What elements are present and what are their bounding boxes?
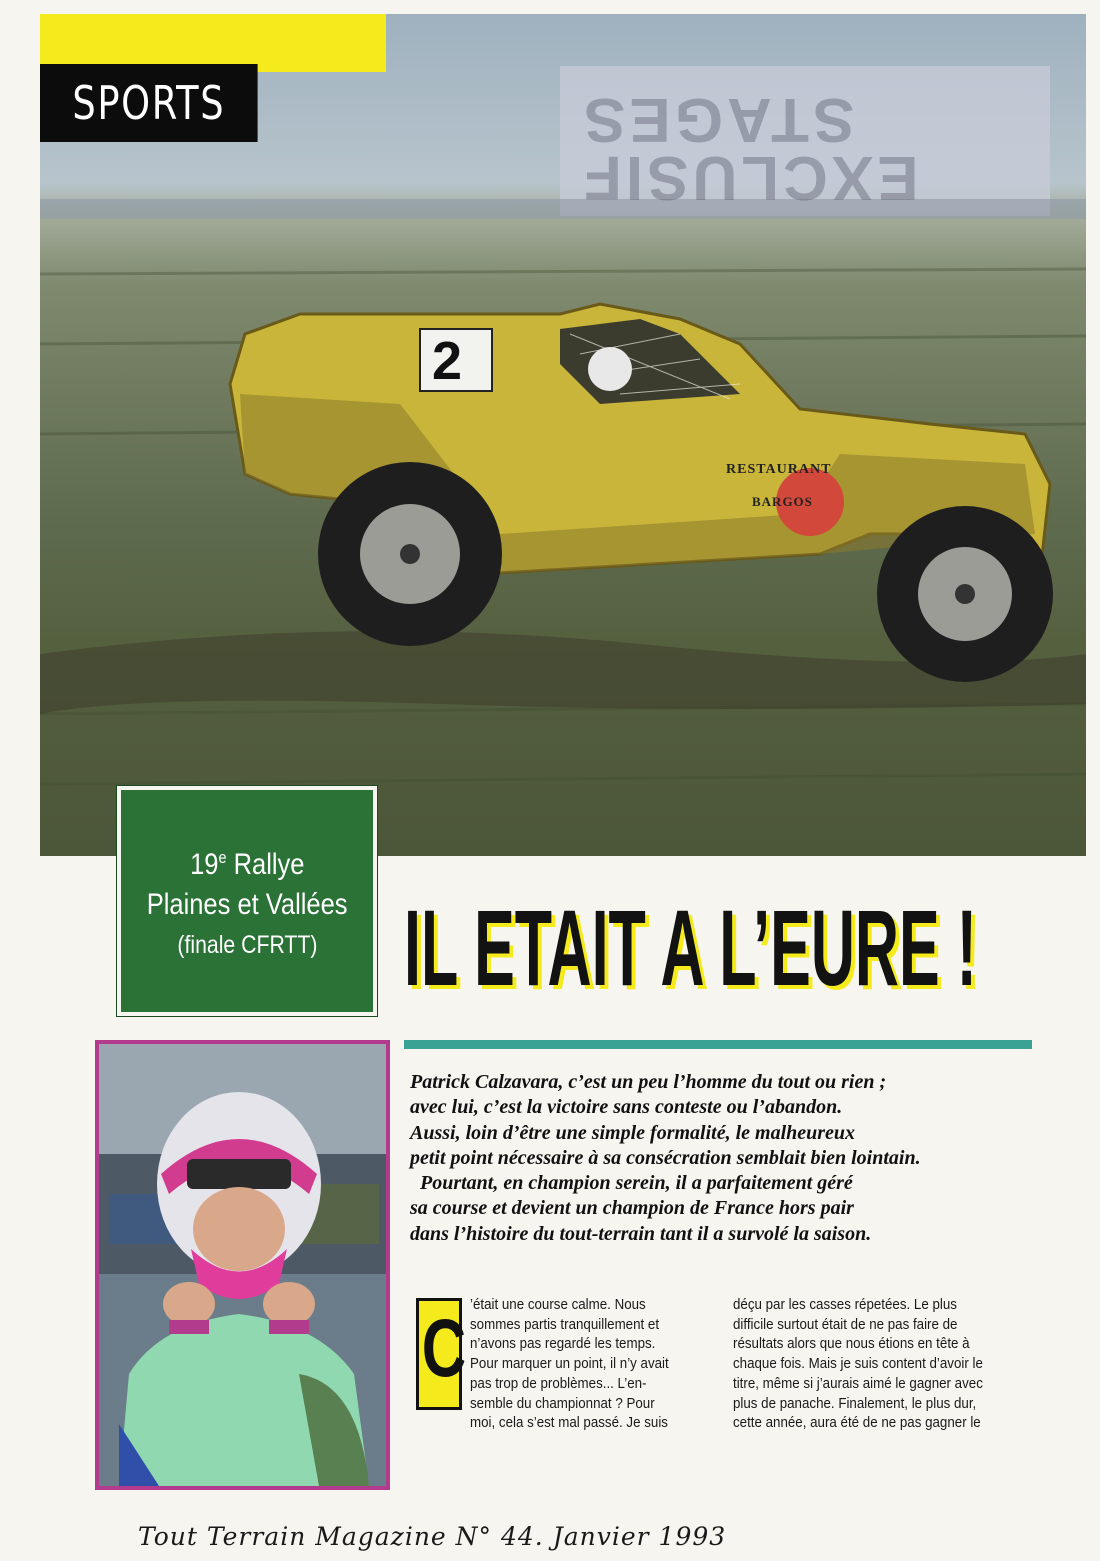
body-line: sommes partis tranquillement et [470, 1316, 660, 1333]
body-line: semble du championnat ? Pour [470, 1395, 655, 1412]
banner-line2: EXCLUSIF [580, 143, 919, 212]
intro-line: Patrick Calzavara, c’est un peu l’homme du tout ou rien ; [410, 1071, 887, 1093]
intro-line: sa course et devient un champion de France hors pair [410, 1197, 854, 1220]
car-decal-bargos: BARGOS [752, 494, 813, 509]
car-number: 2 [432, 331, 463, 391]
body-line: pas trop de problèmes... L’en- [470, 1375, 647, 1392]
body-line: déçu par les casses répetées. Le plus [733, 1297, 957, 1313]
intro-line: Aussi, loin d’être une simple formalité, le malheureux [410, 1121, 856, 1144]
body-line: plus de panache. Finalement, le plus dur, [733, 1395, 977, 1412]
kicker-line1 [190, 838, 304, 885]
body-line: moi, cela s’est mal passé. Je suis [470, 1415, 668, 1432]
body-line: ’était une course calme. Nous [470, 1297, 646, 1313]
body-line: cette année, aura été de ne pas gagner le [733, 1415, 981, 1432]
banner-line1: STAGES [580, 85, 855, 154]
body-line: chaque fois. Mais je suis content d’avoir le [733, 1356, 983, 1373]
body-column-1 [470, 1296, 715, 1434]
kicker-event: Rallye [226, 847, 305, 881]
car-decal-restaurant: RESTAURANT [726, 462, 832, 477]
body-line: difficile surtout était de ne pas faire de [733, 1316, 958, 1333]
driver-portrait-illustration [99, 1044, 386, 1486]
section-label: SPORTS [40, 64, 258, 142]
body-line: titre, même si j’aurais aimé le gagner avec [733, 1375, 983, 1392]
event-kicker-box [117, 786, 377, 1016]
dropcap-letter: C [421, 1303, 467, 1394]
kicker-ordinal: e [218, 847, 227, 867]
headline-rule [404, 1040, 1032, 1049]
kicker-line3: (finale CFRTT) [176, 930, 318, 959]
handwritten-source-note: Tout Terrain Magazine N° 44. Janvier 1993 [138, 1522, 727, 1551]
intro-line: dans l’histoire du tout-terrain tant il a survolé la saison. [410, 1222, 872, 1245]
driver-portrait [95, 1040, 390, 1490]
intro-line: avec lui, c’est la victoire sans conteste ou l’abandon. [410, 1096, 843, 1119]
kicker-line2: Plaines et Vallées [146, 887, 348, 921]
intro-line: petit point nécessaire à sa consécration semblait bien lointain. [410, 1146, 921, 1169]
article-intro [410, 1070, 1050, 1247]
kicker-number: 19 [189, 847, 219, 881]
body-line: n’avons pas regardé les temps. [470, 1336, 656, 1353]
body-column-2 [733, 1296, 1033, 1434]
body-line: Pour marquer un point, il n’y avait [470, 1356, 669, 1373]
intro-line: Pourtant, en champion serein, il a parfaitement géré [420, 1172, 853, 1195]
article-headline: IL ETAIT A L’EURE ! [404, 887, 977, 1008]
body-line: résultats alors que nous étions en tête à [733, 1336, 970, 1353]
